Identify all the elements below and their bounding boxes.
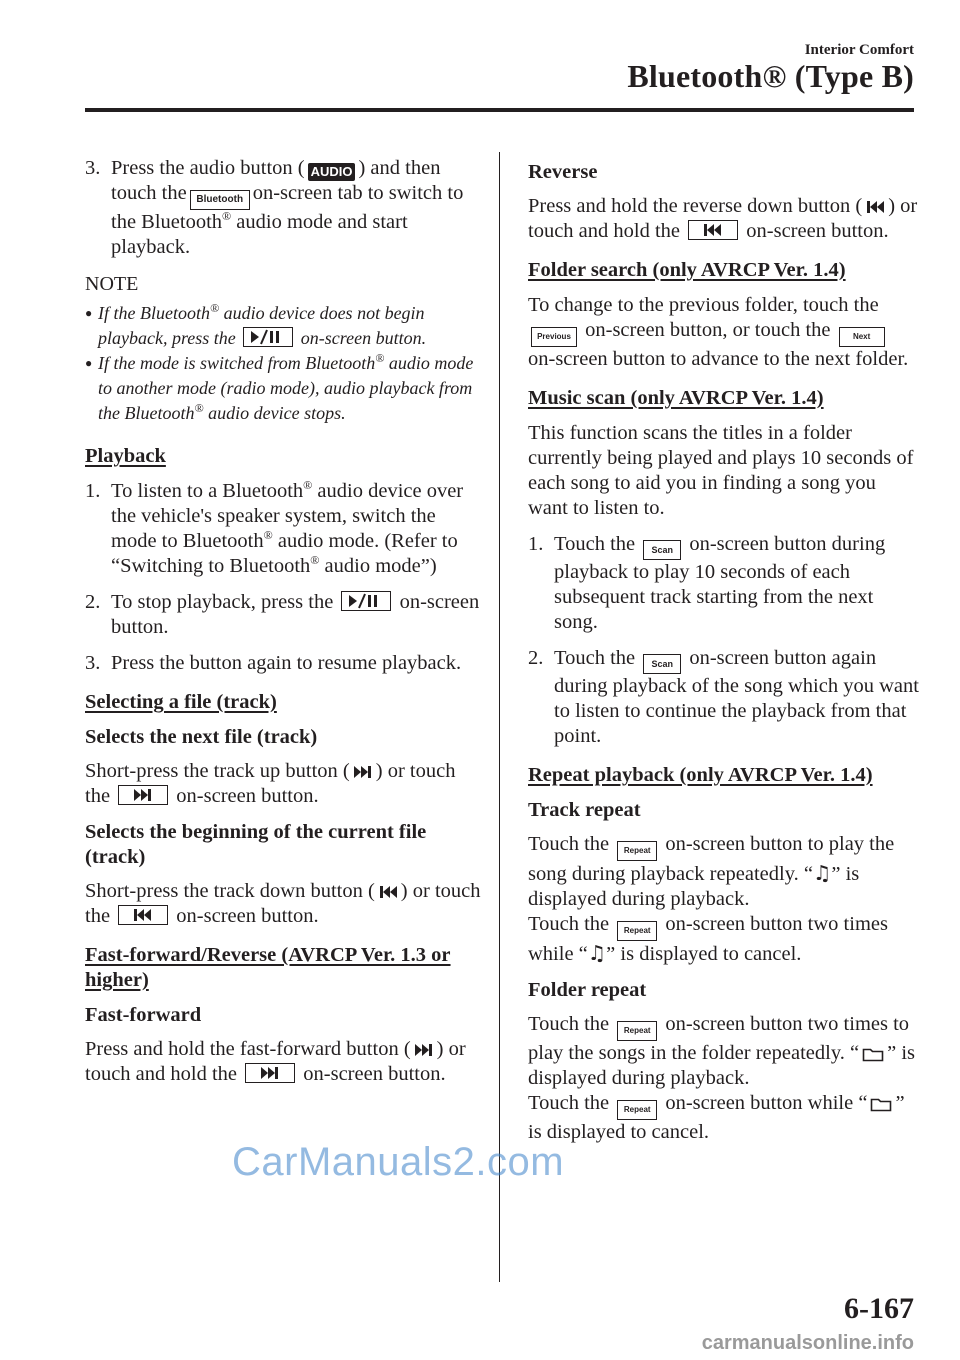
text: audio mode and start playback. [111, 211, 408, 258]
column-divider [499, 152, 500, 1282]
step-3 [85, 156, 483, 260]
left-column [85, 156, 483, 1098]
previous-label: Previous [537, 332, 571, 341]
header-rule [85, 108, 914, 112]
track-up-icon [353, 764, 373, 780]
text: audio mode”) [324, 555, 437, 577]
text: audio device over the vehicle's speaker system, switch the mode to Bluetooth [111, 480, 464, 552]
scan-button-icon: Scan [643, 654, 681, 674]
registered-mark: ® [310, 553, 320, 568]
text: on-screen button. [111, 591, 480, 638]
text: ) or touch and hold the [528, 195, 918, 242]
registered-mark: ® [209, 301, 220, 315]
scan-step-1 [528, 532, 920, 635]
next-file-text [85, 759, 483, 809]
text: Touch the [554, 647, 636, 669]
page-number: 6-167 [844, 1292, 914, 1325]
playback-heading: Playback [85, 445, 166, 467]
next-label: Next [852, 332, 871, 341]
track-repeat-subheading: Track repeat [528, 799, 641, 821]
music-scan-heading: Music scan (only AVRCP Ver. 1.4) [528, 387, 824, 409]
text: To stop playback, press the [111, 591, 334, 613]
text: If the Bluetooth [98, 303, 210, 323]
footer-url: carmanualsonline.info [701, 1332, 914, 1354]
text: audio mode. (Refer to “Switching to Bluetooth [111, 530, 458, 577]
text: on-screen button while “ [665, 1092, 868, 1114]
reverse-button-icon [688, 220, 738, 240]
track-down-button-icon [118, 905, 168, 925]
text: ) or touch the [85, 880, 481, 927]
bullet-icon: ● [85, 306, 93, 320]
text: on-screen button. [176, 785, 319, 807]
registered-mark: ® [303, 478, 313, 493]
text: If the mode is switched from Bluetooth [98, 353, 376, 373]
text: ” is displayed during playback. [528, 863, 860, 910]
fast-forward-text [85, 1037, 483, 1087]
text: Short-press the track down button ( [85, 880, 375, 902]
text: on-screen button to advance to the next folder. [528, 348, 909, 370]
folder-search-heading: Folder search (only AVRCP Ver. 1.4) [528, 259, 846, 281]
play-pause-icon [243, 327, 293, 347]
text: on-screen button. [176, 905, 319, 927]
right-column [528, 156, 920, 1156]
reverse-text [528, 194, 920, 244]
music-note-icon: ♫ [813, 861, 832, 885]
text: on-screen tab to switch to the Bluetooth [111, 182, 464, 233]
text: on-screen button. [303, 1063, 446, 1085]
note-list [85, 301, 483, 426]
text: on-screen button. [746, 220, 889, 242]
fast-forward-subheading: Fast-forward [85, 1004, 202, 1026]
reverse-icon [865, 199, 885, 215]
section-label: Interior Comfort [804, 42, 914, 58]
audio-button-icon: AUDIO [308, 163, 356, 181]
text: Press and hold the fast-forward button ( [85, 1038, 411, 1060]
text: audio device stops. [208, 403, 346, 423]
text: Touch the [528, 913, 610, 935]
text: on-screen button, or touch the [585, 319, 831, 341]
note-item [85, 351, 483, 426]
text: Press the button again to resume playback. [111, 652, 462, 674]
repeat-playback-heading: Repeat playback (only AVRCP Ver. 1.4) [528, 764, 873, 786]
beginning-text [85, 879, 483, 929]
repeat-button-icon: Repeat [617, 841, 657, 861]
text: ” is displayed to cancel. [606, 943, 802, 965]
fast-forward-icon [414, 1042, 434, 1058]
text: on-screen button two times to play the songs in the folder repeatedly. “ [528, 1013, 910, 1064]
text: To change to the previous folder, touch the [528, 294, 879, 316]
repeat-button-icon: Repeat [617, 921, 657, 941]
bluetooth-tab-icon: Bluetooth [190, 190, 250, 210]
reverse-subheading: Reverse [528, 161, 598, 183]
text: on-screen button again during playback of the song which you want to listen to continue the playback from that point. [554, 647, 919, 747]
text: Press and hold the reverse down button ( [528, 195, 863, 217]
text: ) or touch and hold the [85, 1038, 466, 1085]
text: on-screen button to play the song during playback repeatedly. “ [528, 833, 895, 885]
step-number: 2. [85, 591, 101, 613]
scan-step-2 [528, 646, 920, 749]
next-file-subheading: Selects the next file (track) [85, 726, 318, 748]
music-note-icon: ♫ [587, 941, 607, 965]
text: on-screen button during playback to play 10 seconds of each subsequent track starting from the next song. [554, 533, 886, 633]
text: on-screen button. [300, 328, 427, 348]
previous-folder-icon [531, 327, 577, 347]
music-scan-text: This function scans the titles in a folder currently being played and plays 10 seconds of each song to aid you in finding a song you want to listen to. [528, 422, 914, 519]
registered-mark: ® [222, 209, 232, 224]
registered-mark: ® [375, 351, 385, 365]
play-pause-icon [341, 591, 391, 611]
repeat-button-icon: Repeat [617, 1100, 657, 1120]
step-number: 3. [85, 157, 101, 179]
folder-search-text [528, 293, 920, 372]
next-folder-icon [839, 327, 885, 347]
step-number: 1. [528, 533, 544, 555]
track-down-icon [378, 884, 398, 900]
text: audio mode to another mode (radio mode), audio playback from the Bluetooth [98, 353, 474, 423]
step-number: 3. [85, 652, 101, 674]
text: To listen to a Bluetooth [111, 480, 304, 502]
track-repeat-text [528, 832, 920, 967]
folder-icon [862, 1046, 884, 1062]
fast-forward-reverse-heading: Fast-forward/Reverse (AVRCP Ver. 1.3 or higher) [85, 944, 451, 991]
text: Touch the [528, 833, 610, 855]
registered-mark: ® [263, 528, 273, 543]
repeat-button-icon: Repeat [617, 1021, 657, 1041]
folder-icon [870, 1096, 892, 1112]
playback-step-3 [85, 651, 483, 676]
note-heading: NOTE [85, 273, 139, 295]
selecting-heading: Selecting a file (track) [85, 691, 277, 713]
fast-forward-button-icon [245, 1063, 295, 1083]
step-number: 1. [85, 480, 101, 502]
registered-mark: ® [194, 401, 204, 415]
text: Short-press the track up button ( [85, 760, 350, 782]
beginning-subheading: Selects the beginning of the current file (track) [85, 821, 427, 868]
playback-step-1 [85, 479, 483, 579]
watermark: CarManuals2.com [232, 1140, 565, 1184]
scan-button-icon: Scan [643, 540, 681, 560]
step-number: 2. [528, 647, 544, 669]
text: on-screen button two times while “ [528, 913, 888, 965]
text: Touch the [554, 533, 636, 555]
page-title: Bluetooth® (Type B) [627, 58, 914, 94]
text: ” is displayed to cancel. [528, 1092, 905, 1143]
text: Touch the [528, 1092, 610, 1114]
bullet-icon: ● [85, 356, 93, 370]
folder-repeat-text [528, 1012, 920, 1145]
text: ” is displayed during playback. [528, 1042, 916, 1089]
text: ) or touch the [85, 760, 456, 807]
text: Press the audio button ( [111, 157, 305, 179]
text: ) and then touch the [111, 157, 441, 204]
folder-repeat-subheading: Folder repeat [528, 979, 647, 1001]
track-up-button-icon [118, 785, 168, 805]
playback-step-2 [85, 590, 483, 640]
text: audio device does not begin playback, press the [98, 303, 425, 348]
text: Touch the [528, 1013, 610, 1035]
note-item [85, 301, 483, 351]
